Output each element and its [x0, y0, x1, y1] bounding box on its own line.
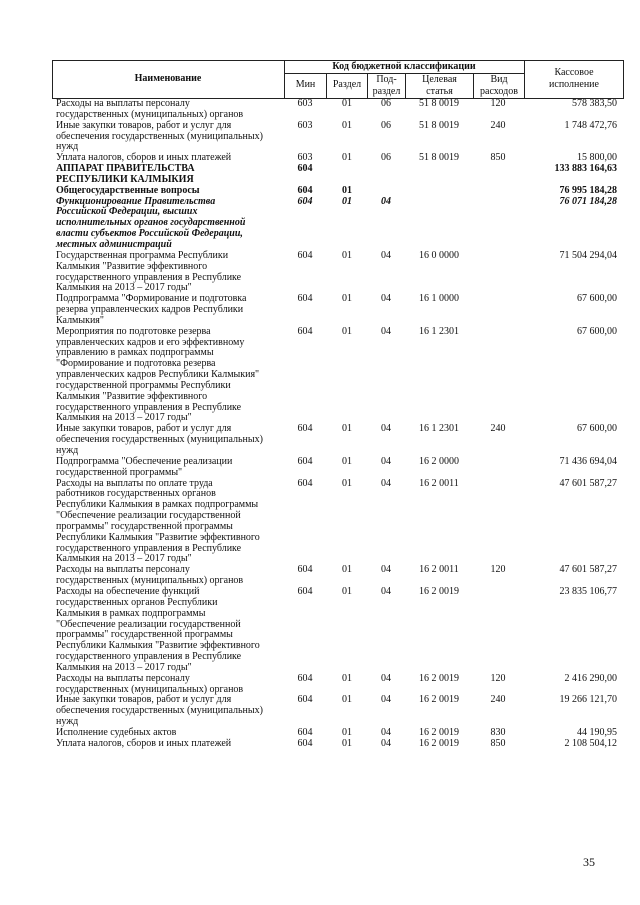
- row-razdel: 01: [342, 726, 352, 738]
- row-amount: 2 108 504,12: [564, 737, 617, 749]
- row-expense-type: 240: [490, 119, 506, 131]
- table-row: [0, 251, 640, 294]
- row-target-article: 16 1 2301: [419, 423, 459, 435]
- row-min: 604: [297, 585, 313, 597]
- row-podrazdel: 04: [381, 195, 391, 207]
- row-name-line: Мероприятия по подготовке резерва: [56, 325, 211, 337]
- table-row: [0, 695, 640, 728]
- row-name: [56, 739, 278, 750]
- row-target-article: 16 2 0019: [419, 585, 459, 597]
- row-name: [56, 99, 278, 121]
- row-min: 604: [297, 325, 313, 337]
- row-amount: 19 266 121,70: [559, 694, 617, 706]
- row-podrazdel: 04: [381, 423, 391, 435]
- row-name-line: Российской Федерации, высших: [56, 206, 198, 218]
- row-name: [56, 327, 278, 425]
- row-name-line: государственных (муниципальных) органов: [56, 575, 244, 587]
- row-name-line: Калмыкия "Развитие эффективного: [56, 260, 208, 272]
- row-name-line: государственных (муниципальных) органов: [56, 108, 244, 120]
- row-name-line: Калмыкия на 2013 – 2017 годы": [56, 282, 192, 294]
- row-podrazdel: 04: [381, 737, 391, 749]
- row-name: [56, 565, 278, 587]
- row-target-article: 16 2 0019: [419, 672, 459, 684]
- row-expense-type: 850: [490, 737, 506, 749]
- row-amount: 71 504 294,04: [559, 249, 617, 261]
- row-name-line: Калмыкия на 2013 – 2017 годы": [56, 661, 192, 673]
- row-amount: 76 995 184,28: [559, 184, 617, 196]
- row-amount: 2 416 290,00: [564, 672, 617, 684]
- row-min: 603: [297, 98, 313, 109]
- row-amount: 76 071 184,28: [559, 195, 617, 207]
- row-razdel: 01: [342, 293, 352, 305]
- row-name-line: резерва управленческих кадров Республики: [56, 304, 244, 316]
- row-name-line: обеспечения государственных (муниципальных): [56, 705, 263, 717]
- row-name-line: "Обеспечение реализации государственной: [56, 618, 241, 630]
- row-min: 604: [297, 672, 313, 684]
- row-min: 604: [297, 423, 313, 435]
- header-cash-2: исполнение: [549, 79, 599, 90]
- row-min: 603: [297, 152, 313, 164]
- row-podrazdel: 06: [381, 152, 391, 164]
- header-cs-2: статья: [426, 86, 453, 97]
- row-name-line: Республики Калмыкия в рамках подпрограммы: [56, 499, 259, 511]
- row-name: [56, 197, 278, 251]
- row-target-article: 16 2 0011: [419, 477, 459, 489]
- row-name-line: Расходы на выплаты персоналу: [56, 98, 190, 109]
- row-name-line: Калмыкия "Развитие эффективного: [56, 390, 208, 402]
- row-name: [56, 294, 278, 327]
- row-name-line: Калмыкия в рамках подпрограммы: [56, 607, 206, 619]
- row-razdel: 01: [342, 455, 352, 467]
- row-podrazdel: 04: [381, 564, 391, 576]
- row-name: [56, 164, 278, 186]
- row-amount: 47 601 587,27: [559, 564, 617, 576]
- row-name-line: Расходы на выплаты персоналу: [56, 672, 190, 684]
- row-target-article: 16 2 0019: [419, 726, 459, 738]
- row-podrazdel: 04: [381, 249, 391, 261]
- table-row: [0, 424, 640, 457]
- row-min: 604: [297, 163, 313, 175]
- row-name-line: программы" государственной программы: [56, 520, 233, 532]
- row-podrazdel: 04: [381, 325, 391, 337]
- row-podrazdel: 04: [381, 455, 391, 467]
- row-min: 604: [297, 477, 313, 489]
- row-name: [56, 695, 278, 728]
- row-target-article: 16 2 0019: [419, 737, 459, 749]
- row-name-line: Республики Калмыкия "Развитие эффективного: [56, 531, 260, 543]
- row-name-line: обеспечения государственных (муниципальных): [56, 130, 263, 142]
- row-podrazdel: 04: [381, 477, 391, 489]
- row-name-line: власти субъектов Российской Федерации,: [56, 228, 243, 240]
- row-name-line: управленческих кадров и его эффективному: [56, 336, 245, 348]
- row-razdel: 01: [342, 195, 352, 207]
- row-name-line: Калмыкия на 2013 – 2017 годы": [56, 412, 192, 424]
- row-name-line: Государственная программа Республики: [56, 249, 229, 261]
- header-vr-1: Вид: [490, 74, 508, 85]
- row-name-line: государственного управления в Республике: [56, 651, 242, 663]
- row-target-article: 16 0 0000: [419, 249, 459, 261]
- table-row: [0, 327, 640, 425]
- row-podrazdel: 04: [381, 672, 391, 684]
- row-podrazdel: 04: [381, 726, 391, 738]
- row-name-line: Республики Калмыкия "Развитие эффективного: [56, 640, 260, 652]
- row-name-line: государственной программы Республики: [56, 379, 231, 391]
- row-expense-type: 120: [490, 564, 506, 576]
- header-podrazdel-1: Под-: [376, 74, 397, 85]
- table-row: [0, 121, 640, 154]
- row-target-article: 16 2 0019: [419, 694, 459, 706]
- table-row: [0, 186, 640, 197]
- table-body: [0, 99, 640, 750]
- table-row: [0, 197, 640, 251]
- row-razdel: 01: [342, 184, 352, 196]
- row-name-line: Расходы на выплаты по оплате труда: [56, 477, 213, 489]
- row-name-line: государственных (муниципальных) органов: [56, 683, 244, 695]
- row-name-line: государственной программы": [56, 466, 183, 478]
- row-amount: 1 748 472,76: [564, 119, 617, 131]
- row-name-line: местных администраций: [56, 238, 172, 250]
- row-name-line: Общегосударственные вопросы: [56, 184, 200, 196]
- row-expense-type: 120: [490, 672, 506, 684]
- row-name: [56, 424, 278, 457]
- row-amount: 23 835 106,77: [559, 585, 617, 597]
- header-cs-1: Целевая: [422, 74, 457, 85]
- row-name-line: исполнительных органов государственной: [56, 217, 246, 229]
- row-expense-type: 240: [490, 423, 506, 435]
- row-name-line: государственного управления в Республике: [56, 271, 242, 283]
- row-podrazdel: 04: [381, 293, 391, 305]
- row-razdel: 01: [342, 249, 352, 261]
- row-name-line: обеспечения государственных (муниципальных): [56, 434, 263, 446]
- row-amount: 67 600,00: [577, 325, 617, 337]
- table-row: [0, 674, 640, 696]
- row-expense-type: 240: [490, 694, 506, 706]
- row-name: [56, 186, 278, 197]
- row-name-line: АППАРАТ ПРАВИТЕЛЬСТВА: [56, 163, 195, 175]
- row-amount: 133 883 164,63: [554, 163, 617, 175]
- header-min: Мин: [295, 79, 316, 90]
- row-target-article: 16 1 0000: [419, 293, 459, 305]
- row-razdel: 01: [342, 477, 352, 489]
- table-row: [0, 457, 640, 479]
- row-min: 604: [297, 249, 313, 261]
- header-code-group: Код бюджетной классификации: [332, 61, 476, 72]
- row-name: [56, 457, 278, 479]
- row-name-line: Функционирование Правительства: [56, 195, 216, 207]
- header-cash-1: Кассовое: [554, 67, 594, 78]
- row-name-line: нужд: [56, 141, 79, 153]
- row-podrazdel: 06: [381, 98, 391, 109]
- row-name-line: нужд: [56, 445, 79, 456]
- row-min: 604: [297, 564, 313, 576]
- table-row: [0, 164, 640, 186]
- row-name-line: управлению в рамках подпрограммы: [56, 347, 214, 359]
- page-number: 35: [583, 855, 595, 869]
- row-razdel: 01: [342, 423, 352, 435]
- row-min: 604: [297, 737, 313, 749]
- row-min: 604: [297, 694, 313, 706]
- row-name-line: Иные закупки товаров, работ и услуг для: [56, 119, 232, 131]
- row-amount: 44 190,95: [577, 726, 617, 738]
- header-vr-2: расходов: [480, 86, 518, 97]
- row-min: 604: [297, 184, 313, 196]
- row-target-article: 16 2 0000: [419, 455, 459, 467]
- row-name-line: Исполнение судебных актов: [56, 726, 177, 738]
- row-name-line: Подпрограмма "Обеспечение реализации: [56, 455, 233, 467]
- row-amount: 71 436 694,04: [559, 455, 617, 467]
- table-row: [0, 479, 640, 566]
- row-target-article: 51 8 0019: [419, 119, 459, 131]
- row-name-line: Расходы на выплаты персоналу: [56, 564, 190, 576]
- row-min: 604: [297, 195, 313, 207]
- row-amount: 67 600,00: [577, 293, 617, 305]
- row-name: [56, 479, 278, 566]
- row-name: [56, 587, 278, 674]
- row-target-article: 16 1 2301: [419, 325, 459, 337]
- row-razdel: 01: [342, 672, 352, 684]
- row-name-line: "Обеспечение реализации государственной: [56, 510, 241, 522]
- row-name-line: управленческих кадров Республики Калмыкия": [56, 369, 260, 381]
- row-razdel: 01: [342, 564, 352, 576]
- row-name: [56, 674, 278, 696]
- row-name-line: государственного управления в Республике: [56, 401, 242, 413]
- row-razdel: 01: [342, 119, 352, 131]
- row-name-line: нужд: [56, 716, 79, 728]
- row-podrazdel: 04: [381, 694, 391, 706]
- row-min: 603: [297, 119, 313, 131]
- row-min: 604: [297, 455, 313, 467]
- row-name-line: Иные закупки товаров, работ и услуг для: [56, 423, 232, 435]
- table-row: [0, 587, 640, 674]
- header-podrazdel-2: раздел: [372, 86, 401, 97]
- row-razdel: 01: [342, 737, 352, 749]
- header-razdel: Раздел: [332, 79, 362, 90]
- row-target-article: 51 8 0019: [419, 152, 459, 164]
- row-name-line: Расходы на обеспечение функций: [56, 585, 200, 597]
- table-row: [0, 294, 640, 327]
- row-name-line: работников государственных органов: [56, 488, 216, 500]
- row-name-line: программы" государственной программы: [56, 629, 233, 641]
- row-razdel: 01: [342, 694, 352, 706]
- row-name-line: государственных органов Республики: [56, 596, 218, 608]
- table-header: [52, 60, 624, 99]
- row-name-line: Калмыкия": [56, 314, 104, 326]
- row-amount: 47 601 587,27: [559, 477, 617, 489]
- row-name-line: РЕСПУБЛИКИ КАЛМЫКИЯ: [56, 173, 194, 185]
- row-amount: 15 800,00: [577, 152, 617, 164]
- row-target-article: 51 8 0019: [419, 98, 459, 109]
- row-name-line: "Формирование и подготовка резерва: [56, 358, 216, 370]
- table-row: [0, 99, 640, 121]
- row-expense-type: 120: [490, 98, 506, 109]
- row-razdel: 01: [342, 98, 352, 109]
- row-podrazdel: 06: [381, 119, 391, 131]
- row-name-line: Уплата налогов, сборов и иных платежей: [56, 737, 232, 749]
- row-name-line: Подпрограмма "Формирование и подготовка: [56, 293, 247, 305]
- row-amount: 67 600,00: [577, 423, 617, 435]
- row-expense-type: 850: [490, 152, 506, 164]
- row-name: [56, 251, 278, 294]
- header-name: Наименование: [134, 73, 202, 84]
- table-row: [0, 739, 640, 750]
- row-amount: 578 383,50: [572, 98, 617, 109]
- row-min: 604: [297, 293, 313, 305]
- row-name-line: Калмыкия на 2013 – 2017 годы": [56, 553, 192, 565]
- row-name: [56, 121, 278, 154]
- row-expense-type: 830: [490, 726, 506, 738]
- row-name-line: Иные закупки товаров, работ и услуг для: [56, 694, 232, 706]
- row-razdel: 01: [342, 325, 352, 337]
- header-right-rule: [623, 60, 624, 99]
- row-razdel: 01: [342, 152, 352, 164]
- row-name-line: государственного управления в Республике: [56, 542, 242, 554]
- row-min: 604: [297, 726, 313, 738]
- row-name-line: Уплата налогов, сборов и иных платежей: [56, 152, 232, 164]
- row-podrazdel: 04: [381, 585, 391, 597]
- row-razdel: 01: [342, 585, 352, 597]
- table-row: [0, 565, 640, 587]
- row-target-article: 16 2 0011: [419, 564, 459, 576]
